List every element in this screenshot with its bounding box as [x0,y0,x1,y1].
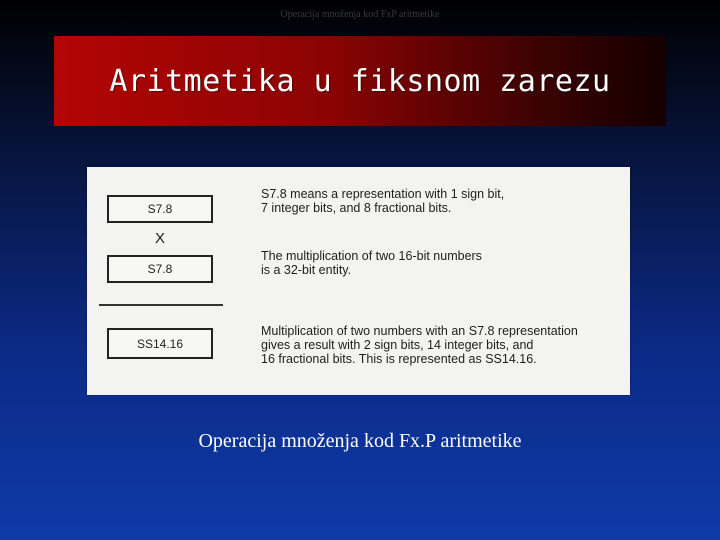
slide-caption: Operacija množenja kod Fx.P aritmetike [198,430,522,452]
title-banner [54,36,666,126]
format-box-operand-1: S7.8 [107,195,213,223]
format-box-operand-2: S7.8 [107,255,213,283]
figure-panel [87,167,630,395]
slide-header-note: Operacija množenja kod FxP aritmetike [280,9,440,20]
description-operand-format: S7.8 means a representation with 1 sign bit, 7 integer bits, and 8 fractional bits. [261,187,505,215]
description-result-format: Multiplication of two numbers with an S7.8 representation gives a result with 2 sign bits, 14 integer bits, and 16 fractional bits. This is represented as SS14.16. [261,324,578,366]
description-multiplication-size: The multiplication of two 16-bit numbers is a 32-bit entity. [261,249,482,277]
format-box-result: SS14.16 [107,328,213,359]
result-divider-line [99,304,223,306]
multiply-sign: X [154,230,165,247]
slide-title: Aritmetika u fiksnom zarezu [109,63,611,99]
